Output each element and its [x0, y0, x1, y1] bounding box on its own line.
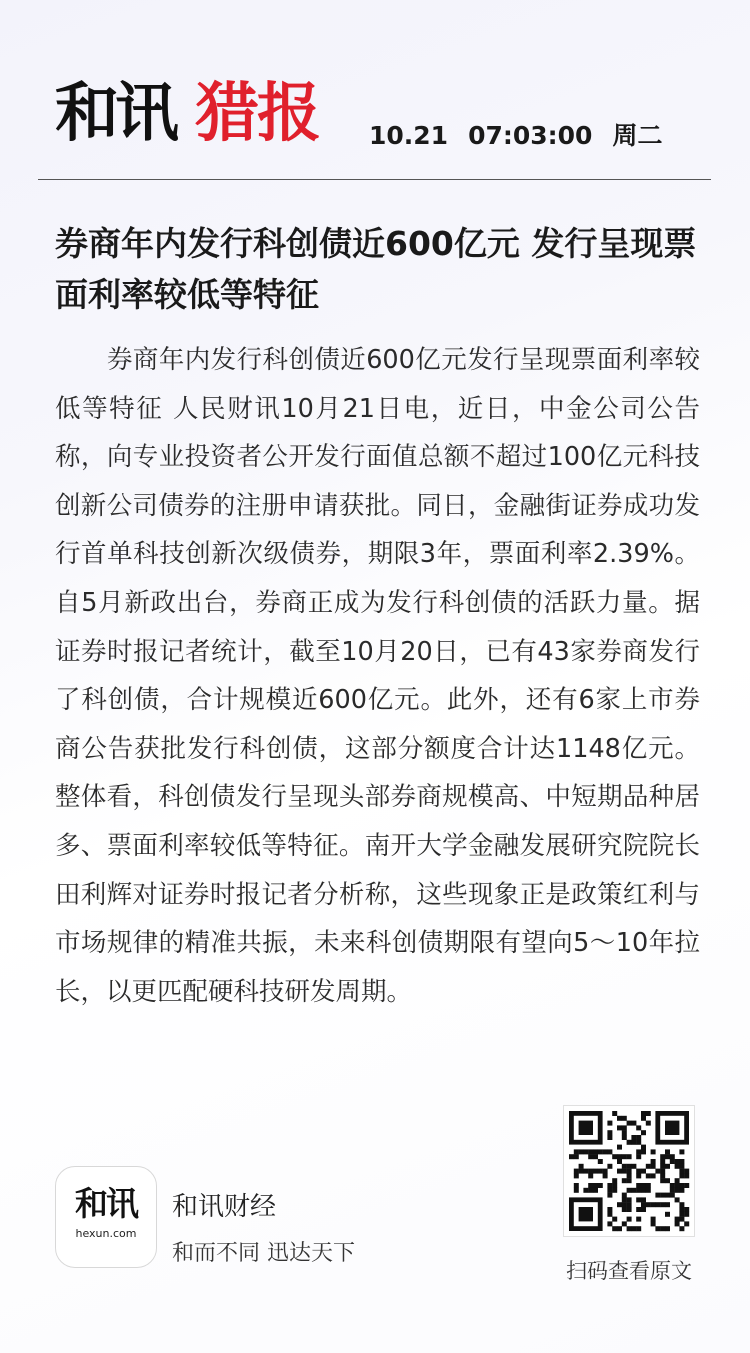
qr-module	[679, 1173, 684, 1178]
qr-module	[607, 1212, 612, 1217]
qr-module	[641, 1149, 646, 1154]
qr-module	[670, 1188, 675, 1193]
hexun-logo-mark: 和讯	[75, 1184, 137, 1223]
qr-module	[665, 1154, 670, 1159]
qr-module	[636, 1226, 641, 1231]
qr-module	[684, 1221, 689, 1226]
qr-module	[574, 1154, 579, 1159]
qr-module	[679, 1169, 684, 1174]
qr-module	[622, 1116, 627, 1121]
qr-module	[622, 1202, 627, 1207]
qr-module	[607, 1193, 612, 1198]
qr-module	[646, 1111, 651, 1116]
qr-module	[627, 1121, 632, 1126]
qr-module	[631, 1164, 636, 1169]
qr-module	[588, 1188, 593, 1193]
qr-module	[622, 1207, 627, 1212]
header-divider	[38, 179, 711, 180]
qr-module	[636, 1149, 641, 1154]
qr-module	[665, 1178, 670, 1183]
qr-module	[641, 1145, 646, 1150]
qr-module	[607, 1149, 612, 1154]
qr-module	[684, 1212, 689, 1217]
qr-module	[593, 1154, 598, 1159]
qr-module	[593, 1169, 598, 1174]
qr-module	[583, 1149, 588, 1154]
brand-slogan: 和而不同 迅达天下	[172, 1241, 355, 1266]
qr-module	[646, 1202, 651, 1207]
qr-module	[603, 1173, 608, 1178]
qr-module	[665, 1202, 670, 1207]
publish-date: 10.21	[369, 121, 449, 150]
qr-module	[617, 1202, 622, 1207]
liebao-logo-text: 猎报	[195, 76, 319, 151]
qr-module	[612, 1217, 617, 1222]
qr-module	[636, 1188, 641, 1193]
qr-module	[622, 1125, 627, 1130]
qr-module	[607, 1164, 612, 1169]
qr-module	[627, 1140, 632, 1145]
qr-module	[655, 1193, 660, 1198]
qr-module	[660, 1154, 665, 1159]
qr-module	[679, 1207, 684, 1212]
qr-module	[607, 1121, 612, 1126]
qr-module	[622, 1178, 627, 1183]
article-body: 券商年内发行科创债近600亿元发行呈现票面利率较低等特征 人民财讯10月21日电，近日，中金公司公告称，向专业投资者公开发行面值总额不超过100亿元科技创新公司债券的注册申请获批。同日，金融街证券成功发行首单科技创新次级债券，期限3年，票面利率2.39%。 自5月新政出台，券商正成为发行科创债的活跃力量。据证券时报记者统计，截至10月20日，已有43家券商发行了科创债，合计规模近600亿元。此外，还有6家上市券商公告获批发行科创债，这部分额度合计达1148亿元。 整体看，科创债发行呈现头部券商规模高、中短期品种居多、票面利率较低等特征。南开大学金融发展研究院院长田利辉对证券时报记者分析称，这些现象正是政策红利与市场规律的精准共振，未来科创债期限有望向5～10年拉长，以更匹配硬科技研发周期。	[55, 345, 700, 1007]
qr-module	[607, 1183, 612, 1188]
qr-module	[675, 1159, 680, 1164]
qr-module	[622, 1169, 627, 1174]
qr-finder-pattern	[665, 1121, 679, 1135]
qr-module	[617, 1226, 622, 1231]
qr-module	[660, 1159, 665, 1164]
qr-module	[612, 1226, 617, 1231]
qr-module	[612, 1188, 617, 1193]
qr-module	[636, 1140, 641, 1145]
qr-module	[574, 1169, 579, 1174]
qr-module	[675, 1178, 680, 1183]
qr-module	[622, 1221, 627, 1226]
qr-code[interactable]	[563, 1105, 695, 1237]
qr-module	[679, 1202, 684, 1207]
qr-module	[627, 1169, 632, 1174]
qr-module	[612, 1183, 617, 1188]
qr-module	[646, 1183, 651, 1188]
qr-module	[675, 1164, 680, 1169]
qr-module	[665, 1149, 670, 1154]
qr-module	[651, 1173, 656, 1178]
qr-module	[675, 1188, 680, 1193]
qr-module	[651, 1217, 656, 1222]
qr-module	[579, 1149, 584, 1154]
qr-module	[665, 1212, 670, 1217]
qr-module	[641, 1111, 646, 1116]
qr-module	[636, 1197, 641, 1202]
qr-module	[679, 1149, 684, 1154]
qr-module	[588, 1169, 593, 1174]
publish-time: 07:03:00	[468, 121, 593, 150]
qr-module	[651, 1164, 656, 1169]
qr-module	[646, 1173, 651, 1178]
qr-module	[641, 1130, 646, 1135]
qr-module	[679, 1217, 684, 1222]
qr-module	[598, 1183, 603, 1188]
qr-module	[646, 1121, 651, 1126]
qr-module	[593, 1188, 598, 1193]
qr-module	[631, 1226, 636, 1231]
qr-module	[607, 1221, 612, 1226]
qr-module	[603, 1169, 608, 1174]
qr-module	[641, 1183, 646, 1188]
qr-module	[627, 1202, 632, 1207]
qr-module	[617, 1169, 622, 1174]
qr-module	[641, 1188, 646, 1193]
qr-module	[636, 1154, 641, 1159]
qr-module	[665, 1193, 670, 1198]
qr-module	[684, 1173, 689, 1178]
qr-module	[598, 1169, 603, 1174]
qr-module	[636, 1125, 641, 1130]
qr-module	[622, 1197, 627, 1202]
qr-module	[579, 1164, 584, 1169]
qr-module	[631, 1140, 636, 1145]
publish-datetime	[369, 116, 662, 152]
qr-module	[617, 1154, 622, 1159]
qr-module	[603, 1149, 608, 1154]
qr-module	[679, 1188, 684, 1193]
qr-code-icon	[564, 1106, 694, 1236]
qr-finder-pattern	[579, 1207, 593, 1221]
qr-module	[651, 1159, 656, 1164]
qr-module	[670, 1159, 675, 1164]
qr-module	[684, 1207, 689, 1212]
qr-module	[579, 1169, 584, 1174]
qr-module	[660, 1226, 665, 1231]
hexun-logo-text: 和讯	[55, 76, 175, 151]
qr-module	[588, 1173, 593, 1178]
qr-module	[679, 1164, 684, 1169]
qr-module	[660, 1178, 665, 1183]
qr-module	[679, 1212, 684, 1217]
qr-module	[641, 1207, 646, 1212]
qr-module	[651, 1202, 656, 1207]
qr-module	[675, 1183, 680, 1188]
qr-module	[607, 1130, 612, 1135]
qr-module	[627, 1178, 632, 1183]
qr-module	[622, 1135, 627, 1140]
qr-module	[684, 1169, 689, 1174]
qr-module	[631, 1188, 636, 1193]
qr-module	[574, 1183, 579, 1188]
qr-module	[660, 1193, 665, 1198]
qr-module	[660, 1164, 665, 1169]
qr-module	[627, 1217, 632, 1222]
qr-module	[612, 1154, 617, 1159]
qr-module	[675, 1221, 680, 1226]
qr-module	[679, 1183, 684, 1188]
qr-module	[612, 1178, 617, 1183]
qr-module	[675, 1217, 680, 1222]
qr-module	[617, 1116, 622, 1121]
qr-module	[627, 1188, 632, 1193]
qr-module	[598, 1159, 603, 1164]
qr-module	[617, 1145, 622, 1150]
qr-module	[593, 1149, 598, 1154]
qr-module	[607, 1207, 612, 1212]
qr-module	[607, 1188, 612, 1193]
qr-module	[646, 1188, 651, 1193]
qr-module	[622, 1130, 627, 1135]
qr-module	[641, 1197, 646, 1202]
qr-module	[617, 1125, 622, 1130]
qr-module	[651, 1221, 656, 1226]
qr-module	[646, 1164, 651, 1169]
qr-module	[598, 1149, 603, 1154]
qr-module	[636, 1217, 641, 1222]
qr-module	[636, 1207, 641, 1212]
qr-module	[622, 1164, 627, 1169]
qr-module	[670, 1154, 675, 1159]
header	[55, 72, 705, 162]
qr-caption: 扫码查看原文	[566, 1259, 692, 1283]
qr-module	[583, 1188, 588, 1193]
qr-module	[627, 1197, 632, 1202]
qr-module	[636, 1183, 641, 1188]
qr-module	[670, 1183, 675, 1188]
qr-module	[651, 1149, 656, 1154]
qr-module	[622, 1193, 627, 1198]
qr-module	[631, 1135, 636, 1140]
qr-module	[679, 1159, 684, 1164]
qr-module	[627, 1154, 632, 1159]
qr-module	[612, 1111, 617, 1116]
qr-module	[588, 1183, 593, 1188]
qr-module	[660, 1173, 665, 1178]
qr-module	[627, 1226, 632, 1231]
publish-weekday: 周二	[612, 121, 663, 150]
hexun-logo-url: hexun.com	[75, 1227, 137, 1240]
qr-module	[627, 1207, 632, 1212]
qr-module	[588, 1154, 593, 1159]
qr-module	[684, 1183, 689, 1188]
qr-module	[660, 1202, 665, 1207]
qr-module	[588, 1149, 593, 1154]
qr-module	[607, 1135, 612, 1140]
qr-module	[665, 1164, 670, 1169]
qr-module	[617, 1159, 622, 1164]
qr-module	[679, 1226, 684, 1231]
qr-module	[641, 1169, 646, 1174]
brand-name: 和讯财经	[172, 1192, 277, 1222]
qr-module	[636, 1173, 641, 1178]
qr-module	[574, 1149, 579, 1154]
qr-module	[569, 1154, 574, 1159]
qr-module	[636, 1169, 641, 1174]
qr-finder-pattern	[579, 1121, 593, 1135]
qr-module	[627, 1173, 632, 1178]
qr-module	[655, 1169, 660, 1174]
qr-module	[583, 1169, 588, 1174]
qr-module	[660, 1169, 665, 1174]
qr-module	[622, 1154, 627, 1159]
qr-module	[631, 1121, 636, 1126]
qr-module	[574, 1173, 579, 1178]
qr-module	[665, 1226, 670, 1231]
qr-module	[636, 1135, 641, 1140]
qr-module	[593, 1183, 598, 1188]
qr-module	[641, 1116, 646, 1121]
qr-module	[655, 1202, 660, 1207]
article-title: 券商年内发行科创债近600亿元 发行呈现票面利率较低等特征	[55, 224, 697, 314]
qr-module	[641, 1202, 646, 1207]
hexun-app-logo	[55, 1166, 157, 1268]
qr-module	[675, 1197, 680, 1202]
qr-module	[574, 1188, 579, 1193]
qr-module	[670, 1193, 675, 1198]
qr-module	[627, 1164, 632, 1169]
qr-module	[655, 1226, 660, 1231]
